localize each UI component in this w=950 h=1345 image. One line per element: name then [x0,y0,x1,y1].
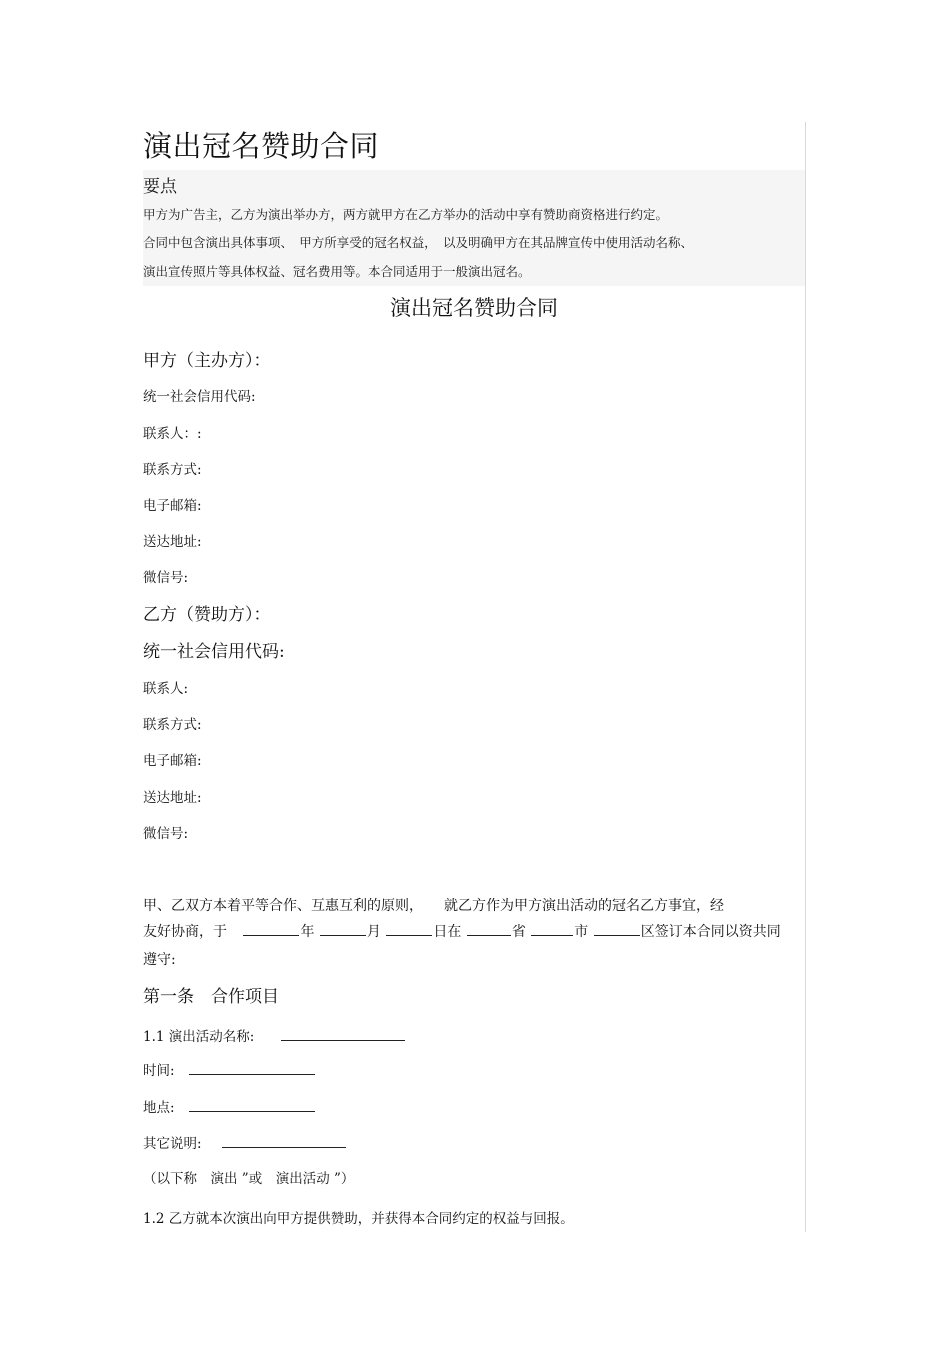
party-b-wechat-field: 微信号: [143,826,189,842]
district-blank[interactable] [594,923,640,936]
party-b-phone-field: 联系方式: [143,717,202,733]
event-place-label: 地点: [143,1100,175,1116]
intro-line-1: 甲、乙双方本着平等合作、互惠互利的原则， 就乙方作为甲方演出活动的冠名乙方事宜，经 [143,898,724,914]
summary-line: 甲方为广告主，乙方为演出举办方，两方就甲方在乙方举办的活动中享有赞助商资格进行约定。 [143,207,669,222]
party-b-credit-code-field: 统一社会信用代码: [143,642,285,662]
party-b-heading: 乙方（赞助方）： [143,605,271,625]
item-1-2-text: 1.2 乙方就本次演出向甲方提供赞助，并获得本合同约定的权益与回报。 [143,1211,574,1227]
event-place-blank[interactable] [189,1099,315,1112]
page-right-border [805,122,806,1232]
intro-prefix: 友好协商，于 [143,924,227,940]
city-blank[interactable] [531,923,573,936]
summary-line: 合同中包含演出具体事项、 甲方所享受的冠名权益， 以及明确甲方在其品牌宣传中使用活动名称、 [143,235,694,250]
day-unit: 日在 [433,924,462,940]
city-unit: 市 [574,924,589,940]
province-unit: 省 [511,924,526,940]
document-title: 演出冠名赞助合同 [143,129,380,163]
party-a-credit-code-field: 统一社会信用代码: [143,389,256,405]
event-other-label: 其它说明: [143,1136,202,1152]
year-unit: 年 [300,924,315,940]
event-name-blank[interactable] [281,1028,405,1041]
party-a-heading: 甲方（主办方）： [143,351,271,371]
party-b-address-field: 送达地址: [143,790,202,806]
article-1-heading: 第一条 合作项目 [143,987,279,1007]
party-a-address-field: 送达地址: [143,534,202,550]
province-blank[interactable] [467,923,511,936]
summary-heading: 要点 [143,177,177,197]
year-blank[interactable] [243,923,299,936]
party-a-email-field: 电子邮箱: [143,498,202,514]
summary-line: 演出宣传照片等具体权益、冠名费用等。本合同适用于一般演出冠名。 [143,264,531,279]
intro-line-2 [143,921,781,941]
event-other-blank[interactable] [222,1135,346,1148]
party-a-phone-field: 联系方式: [143,462,202,478]
event-time-label: 时间: [143,1063,175,1079]
month-blank[interactable] [320,923,366,936]
intro-suffix: 区签订本合同以资共同 [640,924,781,940]
party-b-email-field: 电子邮箱: [143,753,202,769]
party-b-contact-field: 联系人: [143,681,189,697]
event-time-row [143,1059,316,1079]
event-time-blank[interactable] [189,1062,315,1075]
intro-line-3: 遵守: [143,952,176,968]
event-place-row [143,1096,316,1116]
party-a-wechat-field: 微信号: [143,570,189,586]
month-unit: 月 [366,924,381,940]
event-alias-note: （以下称 演出 ”或 演出活动 ”） [143,1171,355,1187]
event-name-row [143,1025,406,1045]
event-other-row [143,1132,347,1152]
day-blank[interactable] [386,923,432,936]
contract-title: 演出冠名赞助合同 [390,296,558,320]
party-a-contact-field: 联系人：: [143,426,202,442]
event-name-label: 1.1 演出活动名称: [143,1029,255,1045]
